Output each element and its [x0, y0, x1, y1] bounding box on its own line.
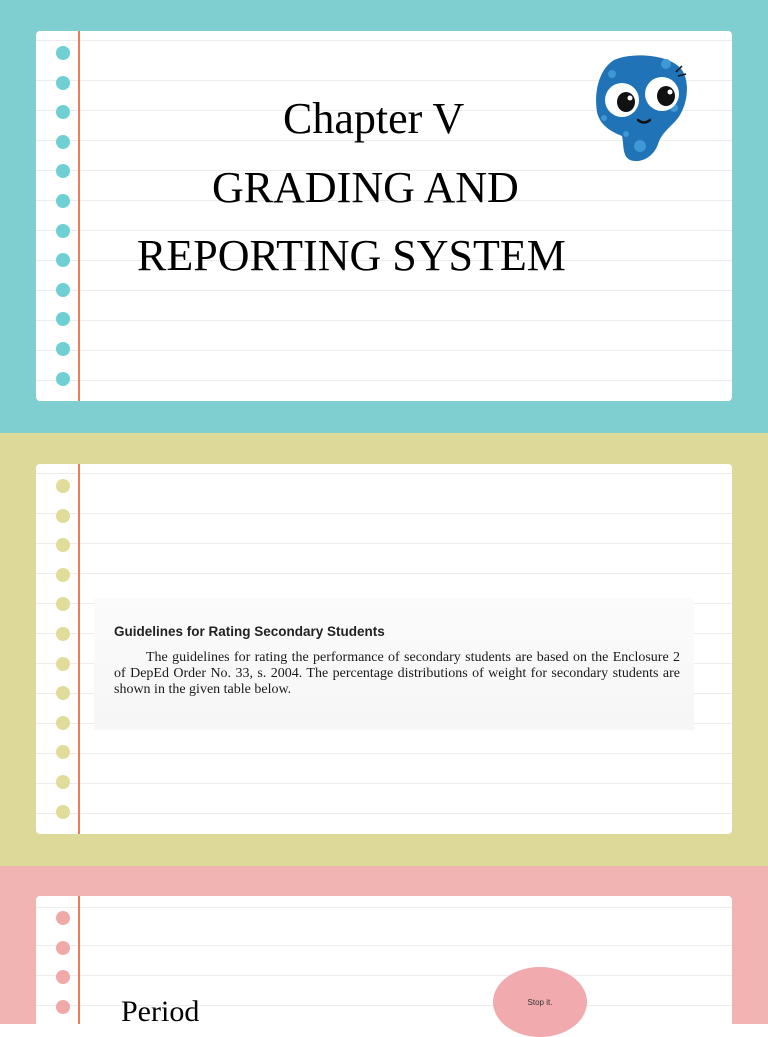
binder-hole — [56, 194, 70, 208]
margin-line — [78, 31, 80, 401]
chapter-subtitle-line-1: GRADING AND — [212, 163, 519, 212]
speech-bubble — [493, 967, 587, 1037]
chapter-title: Chapter V — [283, 94, 465, 143]
binder-hole — [56, 1000, 70, 1014]
binder-hole — [56, 775, 70, 789]
binder-hole — [56, 224, 70, 238]
binder-hole — [56, 686, 70, 700]
binder-hole — [56, 164, 70, 178]
section-paragraph: The guidelines for rating the performance of secondary students are based on the Enclosure 2 of DepEd Order No. 33, s. 2004. The percentage distributions of weight for secondary students are shown in the given table below. — [114, 650, 680, 697]
binder-holes — [56, 479, 72, 834]
period-heading: Period — [121, 995, 200, 1028]
binder-holes — [56, 46, 72, 401]
binder-hole — [56, 253, 70, 267]
binder-hole — [56, 970, 70, 984]
binder-hole — [56, 805, 70, 819]
binder-hole — [56, 716, 70, 730]
binder-hole — [56, 312, 70, 326]
binder-hole — [56, 105, 70, 119]
binder-hole — [56, 46, 70, 60]
binder-hole — [56, 568, 70, 582]
binder-hole — [56, 509, 70, 523]
scanned-text-excerpt — [94, 598, 694, 730]
binder-hole — [56, 597, 70, 611]
binder-hole — [56, 135, 70, 149]
blue-blob-mascot-icon — [592, 52, 692, 170]
binder-hole — [56, 911, 70, 925]
binder-hole — [56, 627, 70, 641]
binder-hole — [56, 283, 70, 297]
binder-hole — [56, 657, 70, 671]
speech-bubble-text: Stop it. — [527, 997, 553, 1007]
margin-line — [78, 464, 80, 834]
margin-line — [78, 896, 80, 1024]
binder-holes — [56, 911, 72, 1024]
binder-hole — [56, 941, 70, 955]
binder-hole — [56, 342, 70, 356]
binder-hole — [56, 76, 70, 90]
binder-hole — [56, 479, 70, 493]
section-heading: Guidelines for Rating Secondary Students — [114, 624, 385, 639]
binder-hole — [56, 538, 70, 552]
binder-hole — [56, 745, 70, 759]
chapter-subtitle-line-2: REPORTING SYSTEM — [137, 231, 566, 280]
binder-hole — [56, 372, 70, 386]
